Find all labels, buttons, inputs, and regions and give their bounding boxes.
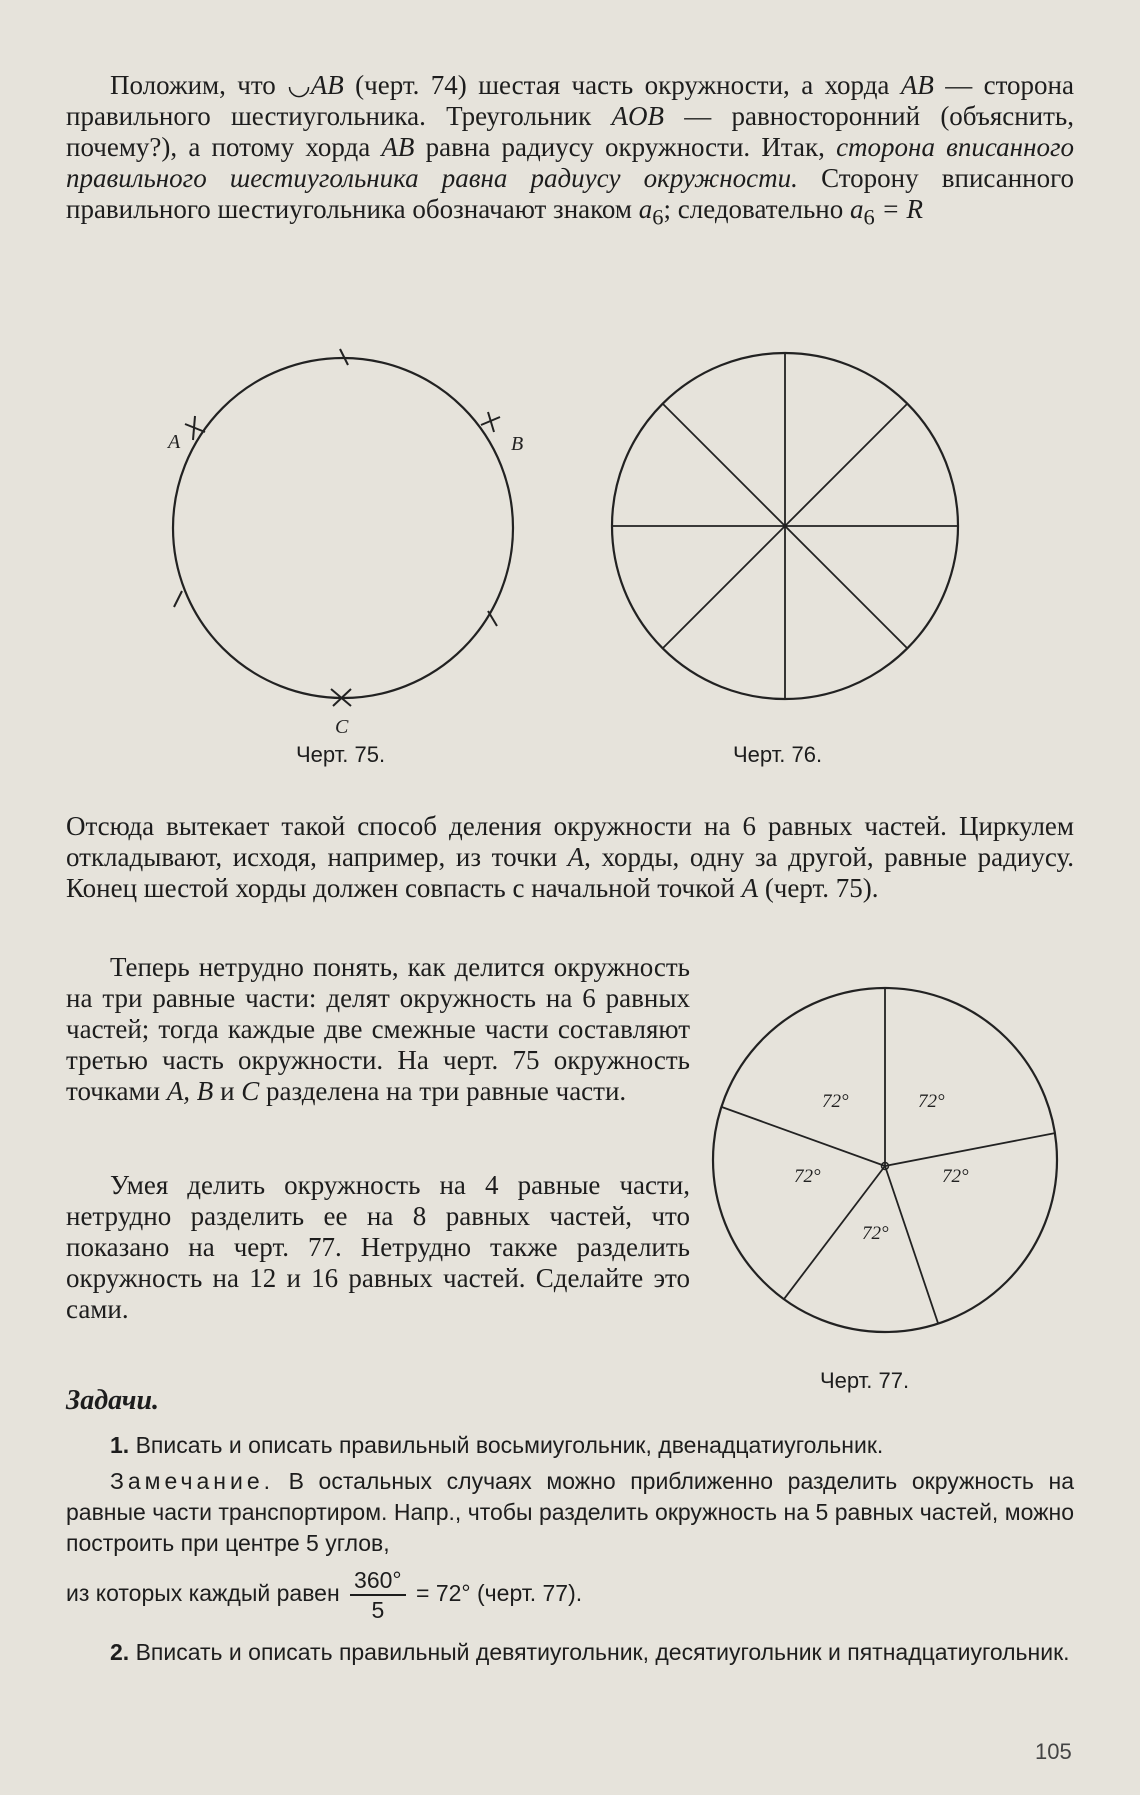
angle-label: 72° [794,1166,821,1187]
note-formula-line [66,1566,1074,1624]
fraction-numerator: 360° [350,1566,406,1596]
sector-radius [885,1133,1055,1166]
sector-radius [721,1107,885,1166]
figure-75-circle [168,320,530,738]
points-label: A, B [166,1076,214,1106]
angle-label: 72° [918,1091,945,1112]
text-span: ; следовательно [663,194,851,224]
paragraph-division-method [66,811,1074,904]
figure-77-caption: Черт. 77. [820,1368,910,1393]
fraction-denominator: 5 [371,1597,385,1623]
symbol-a: a [638,194,653,224]
sector-radius [885,1166,938,1324]
note-text: = 72° (черт. 77). [409,1580,583,1607]
text-span: (черт. 74) шестая часть окружности, а хорда [343,70,901,100]
tasks-heading: Задачи. [66,1385,160,1416]
point-label: A [741,873,759,903]
task-1 [66,1430,1074,1461]
formula-subscript: 6 [863,204,875,230]
page-number: 105 [1035,1739,1072,1764]
arc-label: AB [310,70,344,100]
text-span: — равносторонний (объяснить, почему?), а потому хорда [66,101,1074,162]
text-span: , хорды, одну за другой, равные радиусу. Конец шестой хорды должен совпасть с начальной точкой [66,842,1074,903]
paragraph-eight-parts [66,1170,690,1325]
paragraph-hexagon-side [66,70,1074,232]
figure-76-caption: Черт. 76. [733,742,823,767]
task-note [66,1466,1074,1559]
figure-76-circle [607,348,967,708]
task-number: 2. [110,1639,130,1665]
text-span: Умея делить окружность на 4 равные части, нетрудно разделить ее на 8 равных частей, что показано на черт. 77. Нетрудно также разделить окружность на 12 и 16 равных частей. Сделайте это сами. [66,1170,690,1324]
point-a-label: A [168,431,181,453]
text-span: — сторона правильного шестиугольника. Треугольник [66,70,1074,131]
arc-symbol: ◡ [287,70,311,100]
task-text: Вписать и описать правильный восьмиугольник, двенадцатиугольник. [129,1432,884,1458]
point-label: C [241,1076,260,1106]
task-number: 1. [110,1432,130,1458]
task-text: Вписать и описать правильный девятиугольник, десятиугольник и пятнадцатиугольник. [129,1639,1070,1665]
text-span: Теперь нетрудно понять, как делится окружность на три равные части: делят окружность на 6 равных частей; тогда каждые две смежные части составляют третью часть окружности. На черт. 75 окружность точками [66,952,690,1106]
angle-label: 72° [942,1166,969,1187]
figure-77-circle [710,985,1060,1335]
symbol-subscript: 6 [652,204,664,230]
fraction [350,1566,406,1624]
point-c-label: C [335,716,349,738]
angle-label: 72° [862,1223,889,1244]
text-span: и [213,1076,242,1106]
paragraph-three-parts [66,952,690,1107]
text-span: Положим, что [110,70,288,100]
note-text: В остальных случаях можно приближенно разделить окружность на равные части транспортиром. Напр., чтобы разделить окружность на 5 равных частей, можно построить при центре 5 углов, [66,1468,1074,1556]
angle-label: 72° [822,1091,849,1112]
note-text: из которых каждый равен [66,1580,347,1607]
text-span: равна радиусу окружности. Итак, [414,132,837,162]
figure-77-spokes [721,988,1054,1324]
text-span: разделена на три равные части. [259,1076,627,1106]
text-span: (черт. 75). [758,873,879,903]
point-label: A [567,842,585,872]
triangle-label: AOB [611,101,664,131]
chord-label: AB [381,132,415,162]
text-span: Отсюда вытекает такой способ деления окружности на 6 равных частей. Циркулем откладывают, исходя, например, из точки [66,811,1074,872]
task-2 [66,1637,1074,1668]
formula-rest: = R [874,194,923,224]
point-b-label: B [511,433,524,455]
formula-a: a [850,194,864,224]
emphasized-rule: сторона вписанного правильного шестиугольника равна радиусу окружности. [66,132,1074,193]
note-label: Замечание. [110,1468,275,1494]
figure-75-caption: Черт. 75. [296,742,386,767]
chord-label: AB [900,70,934,100]
text-span: Сторону вписанного правильного шестиугольника обозначают знаком [66,163,1075,224]
